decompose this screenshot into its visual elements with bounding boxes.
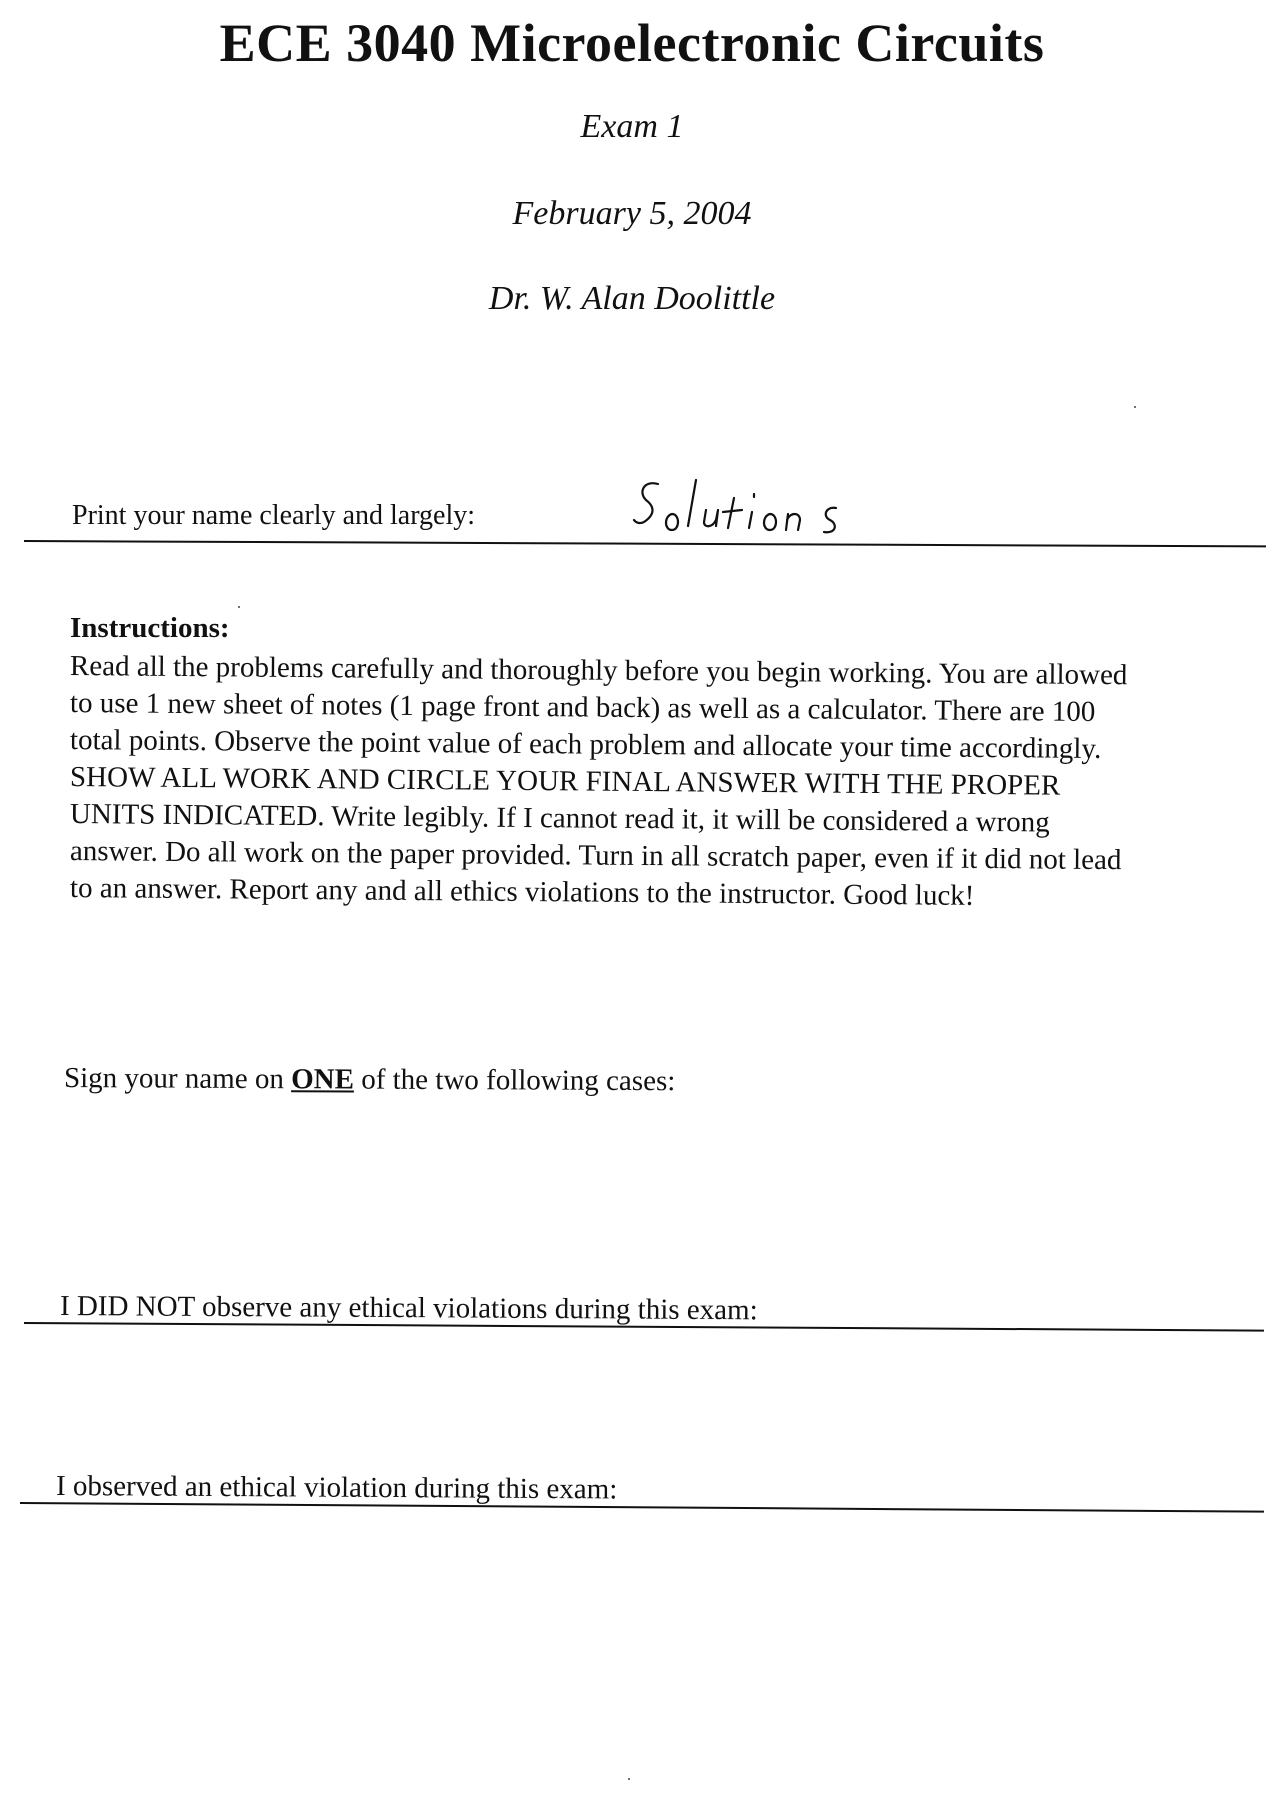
instructions-body [69,648,1270,912]
exam-date: February 5, 2004 [512,195,752,232]
instructions-heading: Instructions: [70,612,230,644]
signature-prompt-emphasis: ONE [291,1063,355,1096]
instructions-line: Read all the problems carefully and thoroughly before you begin working. You are allowed [69,650,1128,692]
instructions-line: UNITS INDICATED. Write legibly. If I cannot read it, it will be considered a wrong [69,798,1050,839]
instructions-line: to an answer. Report any and all ethics violations to the instructor. Good luck! [69,872,975,912]
scan-speck [1134,406,1136,408]
instructions-line: to use 1 new sheet of notes (1 page front and back) as well as a calculator. There are 100 [69,687,1096,728]
scan-speck [628,1778,630,1780]
signature-prompt-after: of the two following cases: [353,1063,676,1098]
no-violation-label: I DID NOT observe any ethical violations during this exam: [59,1290,758,1327]
signature-prompt [64,1062,676,1098]
instructions-line: SHOW ALL WORK AND CIRCLE YOUR FINAL ANSWER WITH THE PROPER [69,761,1061,802]
name-field-label: Print your name clearly and largely: [72,500,476,531]
exam-label: Exam 1 [580,108,684,145]
instructions-line: total points. Observe the point value of each problem and allocate your time accordingly. [69,724,1102,765]
scan-speck [238,606,240,608]
violation-label: I observed an ethical violation during this exam: [55,1470,618,1506]
instructions-line: answer. Do all work on the paper provided. Turn in all scratch paper, even if it did not lead [69,835,1122,877]
violation-signature-line[interactable] [20,1502,1264,1513]
instructor-name: Dr. W. Alan Doolittle [488,280,776,317]
course-title: ECE 3040 Microelectronic Circuits [219,13,1045,73]
handwritten-name-solutions [630,470,870,550]
signature-prompt-before: Sign your name on [63,1062,292,1096]
